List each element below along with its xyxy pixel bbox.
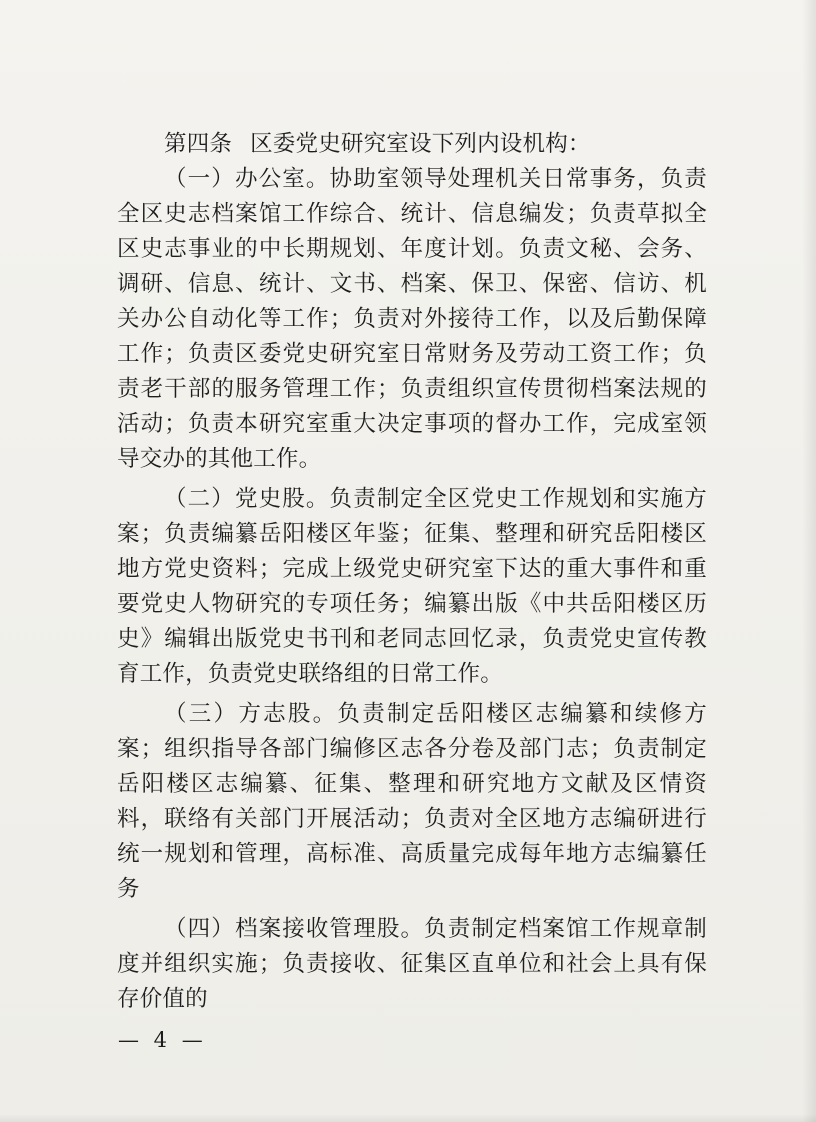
paragraph-party-history: （二）党史股。负责制定全区党史工作规划和实施方案；负责编纂岳阳楼区年鉴；征集、整理和研究岳阳楼区地方党史资料；完成上级党史研究室下达的重大事件和重要党史人物研究的专项任务；编纂出版《中共岳阳楼区历史》编辑出版党史书刊和老同志回忆录，负责党史宣传教育工作，负责党史联络组的日常工作。	[117, 486, 707, 687]
document-body	[117, 127, 707, 1017]
page-bottom-shadow	[0, 1114, 816, 1122]
article-heading	[117, 127, 707, 162]
article-text: 区委党史研究室设下列内设机构：	[250, 131, 591, 157]
article-number: 第四条	[164, 131, 233, 157]
page-number: — 4 —	[118, 1028, 207, 1052]
paragraph-local-chronicles: （三）方志股。负责制定岳阳楼区志编纂和续修方案；组织指导各部门编修区志各分卷及部门志；负责制定岳阳楼区志编纂、征集、整理和研究地方文献及区情资料，联络有关部门开展活动；负责对全区地方志编研进行统一规划和管理，高标准、高质量完成每年地方志编纂任务	[117, 701, 707, 902]
paragraph-office: （一）办公室。协助室领导处理机关日常事务，负责全区史志档案馆工作综合、统计、信息编发；负责草拟全区史志事业的中长期规划、年度计划。负责文秘、会务、调研、信息、统计、文书、档案、保卫、保密、信访、机关办公自动化等工作；负责对外接待工作，以及后勤保障工作；负责区委党史研究室日常财务及劳动工资工作；负责老干部的服务管理工作；负责组织宣传贯彻档案法规的活动；负责本研究室重大决定事项的督办工作，完成室领导交办的其他工作。	[117, 166, 707, 472]
page-edge-shadow	[802, 0, 816, 1122]
paragraph-archives-management: （四）档案接收管理股。负责制定档案馆工作规章制度并组织实施；负责接收、征集区直单位和社会上具有保存价值的	[117, 916, 707, 1012]
